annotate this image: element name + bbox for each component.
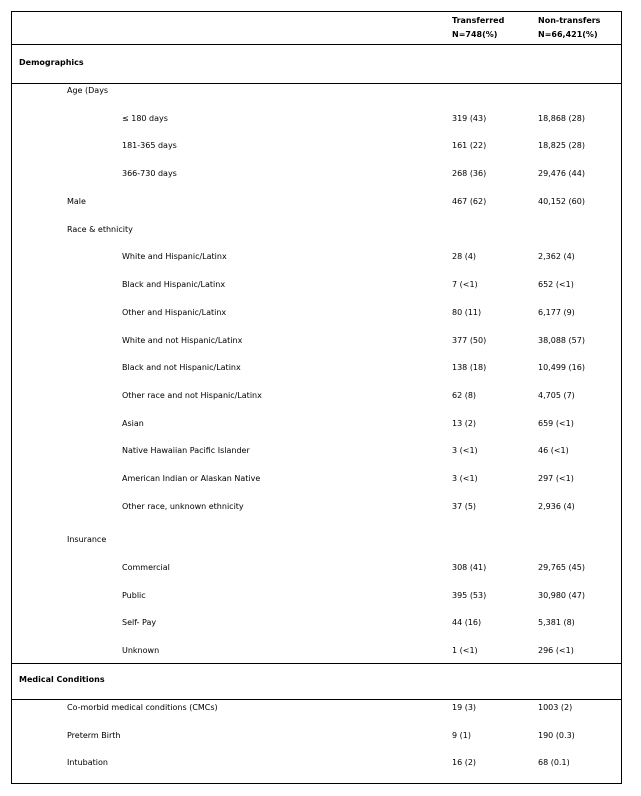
header-transferred-n: N=748(%) xyxy=(452,30,498,39)
divider xyxy=(12,699,621,700)
row-value-transferred: 3 (<1) xyxy=(452,474,478,483)
divider xyxy=(12,663,621,664)
row-value-transferred: 3 (<1) xyxy=(452,446,478,455)
row-label: White and Hispanic/Latinx xyxy=(122,252,227,261)
section-medical-conditions: Medical Conditions xyxy=(19,675,105,684)
row-value-non-transfers: 5,381 (8) xyxy=(538,618,575,627)
row-label: Male xyxy=(67,197,86,206)
row-value-transferred: 467 (62) xyxy=(452,197,487,206)
row-value-transferred: 37 (5) xyxy=(452,502,477,511)
row-value-non-transfers: 10,499 (16) xyxy=(538,363,585,372)
row-label: Self- Pay xyxy=(122,618,157,627)
row-label: Native Hawaiian Pacific Islander xyxy=(122,446,250,455)
row-value-non-transfers: 4,705 (7) xyxy=(538,391,575,400)
row-label: Black and not Hispanic/Latinx xyxy=(122,363,241,372)
row-label: Insurance xyxy=(67,535,107,544)
row-value-non-transfers: 2,936 (4) xyxy=(538,502,575,511)
row-label: Other and Hispanic/Latinx xyxy=(122,308,227,317)
header-non-transfers: Non-transfers xyxy=(538,16,601,25)
row-value-non-transfers: 29,765 (45) xyxy=(538,563,585,572)
row-value-transferred: 161 (22) xyxy=(452,141,487,150)
row-label: Asian xyxy=(122,419,144,428)
header-non-transfers-n: N=66,421(%) xyxy=(538,30,598,39)
row-label: Race & ethnicity xyxy=(67,225,133,234)
data-table xyxy=(11,11,622,784)
row-label: Co-morbid medical conditions (CMCs) xyxy=(67,703,218,712)
row-value-non-transfers: 296 (<1) xyxy=(538,646,574,655)
row-label: Black and Hispanic/Latinx xyxy=(122,280,226,289)
row-value-non-transfers: 18,868 (28) xyxy=(538,114,585,123)
row-label: American Indian or Alaskan Native xyxy=(122,474,261,483)
row-label: Public xyxy=(122,591,146,600)
row-value-non-transfers: 29,476 (44) xyxy=(538,169,585,178)
row-value-transferred: 9 (1) xyxy=(452,731,471,740)
row-label: Intubation xyxy=(67,758,108,767)
row-value-transferred: 80 (11) xyxy=(452,308,482,317)
row-value-transferred: 13 (2) xyxy=(452,419,477,428)
row-value-transferred: 28 (4) xyxy=(452,252,477,261)
row-value-transferred: 268 (36) xyxy=(452,169,487,178)
row-label: Commercial xyxy=(122,563,170,572)
row-value-transferred: 16 (2) xyxy=(452,758,477,767)
row-value-transferred: 1 (<1) xyxy=(452,646,478,655)
row-value-transferred: 377 (50) xyxy=(452,336,487,345)
row-value-non-transfers: 18,825 (28) xyxy=(538,141,585,150)
section-demographics: Demographics xyxy=(19,58,84,67)
row-value-non-transfers: 30,980 (47) xyxy=(538,591,585,600)
row-value-transferred: 138 (18) xyxy=(452,363,487,372)
row-value-non-transfers: 1003 (2) xyxy=(538,703,573,712)
row-value-transferred: 308 (41) xyxy=(452,563,487,572)
row-value-non-transfers: 190 (0.3) xyxy=(538,731,575,740)
row-value-non-transfers: 652 (<1) xyxy=(538,280,574,289)
divider xyxy=(12,83,621,84)
row-label: ≤ 180 days xyxy=(122,114,168,123)
row-value-transferred: 44 (16) xyxy=(452,618,482,627)
row-value-transferred: 62 (8) xyxy=(452,391,477,400)
row-value-transferred: 319 (43) xyxy=(452,114,487,123)
row-value-non-transfers: 68 (0.1) xyxy=(538,758,570,767)
row-value-transferred: 7 (<1) xyxy=(452,280,478,289)
row-value-non-transfers: 46 (<1) xyxy=(538,446,569,455)
row-label: 181-365 days xyxy=(122,141,177,150)
row-label: 366-730 days xyxy=(122,169,177,178)
row-value-non-transfers: 2,362 (4) xyxy=(538,252,575,261)
row-label: White and not Hispanic/Latinx xyxy=(122,336,243,345)
row-label: Other race and not Hispanic/Latinx xyxy=(122,391,262,400)
row-label: Other race, unknown ethnicity xyxy=(122,502,244,511)
row-label: Age (Days xyxy=(67,86,109,95)
row-value-non-transfers: 6,177 (9) xyxy=(538,308,575,317)
row-value-non-transfers: 659 (<1) xyxy=(538,419,574,428)
row-label: Preterm Birth xyxy=(67,731,121,740)
row-value-non-transfers: 40,152 (60) xyxy=(538,197,585,206)
row-value-non-transfers: 38,088 (57) xyxy=(538,336,585,345)
row-label: Unknown xyxy=(122,646,160,655)
divider xyxy=(12,44,621,45)
row-value-non-transfers: 297 (<1) xyxy=(538,474,574,483)
row-value-transferred: 19 (3) xyxy=(452,703,477,712)
row-value-transferred: 395 (53) xyxy=(452,591,487,600)
header-transferred: Transferred xyxy=(452,16,505,25)
